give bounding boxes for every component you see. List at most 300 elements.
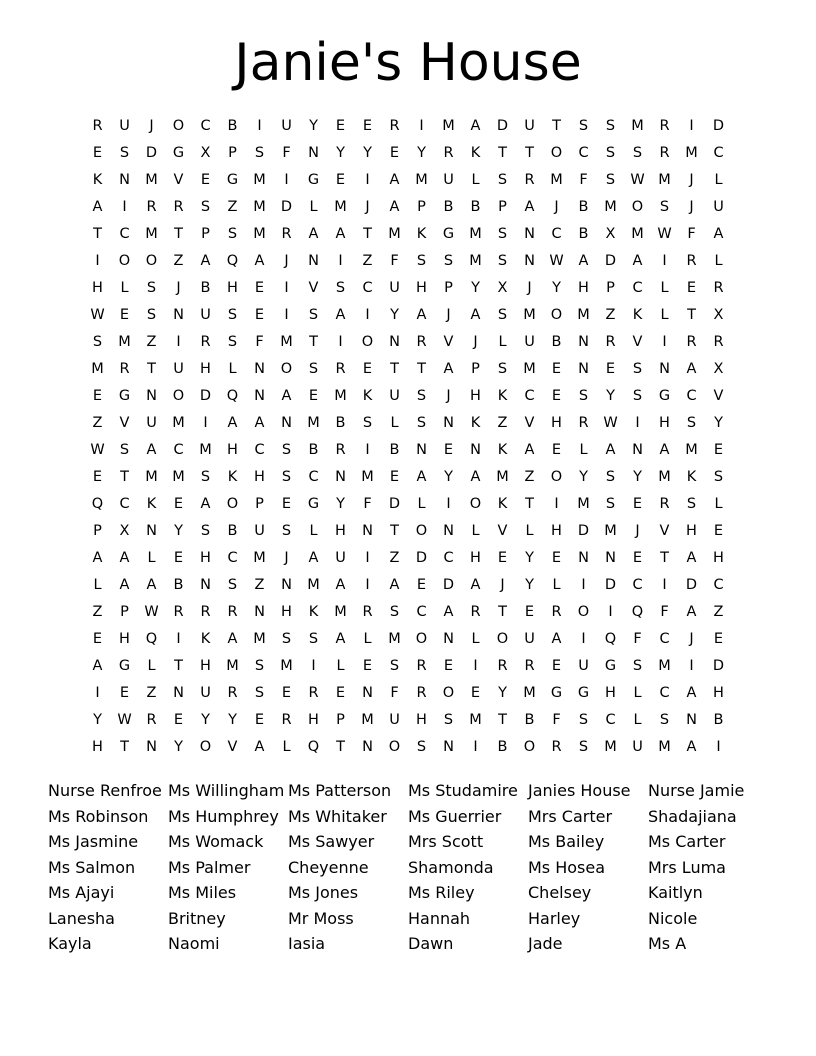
grid-letter: R <box>362 603 373 620</box>
grid-letter: P <box>471 360 480 377</box>
grid-letter: M <box>631 117 644 134</box>
grid-letter: W <box>657 225 672 242</box>
grid-letter: D <box>604 576 617 593</box>
grid-letter: G <box>307 171 320 188</box>
grid-letter: V <box>308 279 319 296</box>
grid-letter: O <box>523 738 536 755</box>
grid-letter: D <box>712 117 725 134</box>
grid-letter: S <box>362 414 373 431</box>
grid-letter: L <box>147 657 156 674</box>
grid-letter: D <box>442 576 455 593</box>
grid-letter: R <box>200 333 211 350</box>
word-list-item: Ms Palmer <box>168 857 251 877</box>
grid-letter: H <box>227 441 238 458</box>
grid-letter: T <box>498 711 507 728</box>
grid-letter: L <box>579 441 588 458</box>
grid-letter: K <box>308 603 319 620</box>
grid-letter: I <box>689 657 694 674</box>
grid-letter: R <box>713 333 724 350</box>
grid-letter: A <box>605 441 616 458</box>
grid-letter: Z <box>227 198 238 215</box>
grid-letter: O <box>442 684 455 701</box>
grid-letter: N <box>443 738 454 755</box>
grid-letter: C <box>686 387 697 404</box>
grid-letter: E <box>713 522 724 539</box>
grid-letter: K <box>416 225 427 242</box>
grid-letter: Y <box>390 306 399 323</box>
grid-letter: H <box>605 684 616 701</box>
grid-letter: V <box>713 387 724 404</box>
grid-letter: D <box>415 549 428 566</box>
grid-letter: B <box>551 333 562 350</box>
grid-letter: A <box>92 198 103 215</box>
grid-letter: A <box>335 630 346 647</box>
grid-letter: H <box>713 684 724 701</box>
grid-letter: Y <box>93 711 102 728</box>
grid-letter: E <box>443 657 454 674</box>
grid-letter: D <box>145 144 158 161</box>
grid-letter: S <box>227 306 238 323</box>
grid-letter: A <box>443 360 454 377</box>
grid-letter: K <box>470 144 481 161</box>
grid-letter: H <box>578 279 589 296</box>
grid-letter: U <box>443 171 454 188</box>
grid-letter: R <box>92 117 103 134</box>
grid-letter: A <box>632 252 643 269</box>
word-list-item: Kayla <box>48 934 92 953</box>
grid-row <box>84 679 732 706</box>
grid-letter: S <box>227 576 238 593</box>
grid-letter: T <box>660 549 669 566</box>
grid-letter: M <box>469 225 482 242</box>
grid-letter: H <box>308 711 319 728</box>
grid-letter: G <box>604 657 617 674</box>
word-list-item: Ms Patterson <box>288 781 392 800</box>
grid-letter: G <box>172 144 185 161</box>
grid-letter: S <box>308 360 319 377</box>
grid-letter: S <box>632 657 643 674</box>
grid-letter: O <box>280 360 293 377</box>
grid-letter: T <box>390 522 399 539</box>
grid-letter: M <box>604 198 617 215</box>
grid-letter: S <box>713 468 724 485</box>
grid-letter: Y <box>336 144 345 161</box>
grid-letter: M <box>604 522 617 539</box>
grid-letter: R <box>551 603 562 620</box>
grid-letter: E <box>389 144 400 161</box>
grid-row <box>84 463 732 490</box>
grid-letter: L <box>552 576 561 593</box>
grid-letter: C <box>443 549 454 566</box>
grid-letter: N <box>389 333 400 350</box>
grid-letter: W <box>144 603 159 620</box>
grid-letter: F <box>282 144 291 161</box>
grid-letter: J <box>284 549 289 566</box>
grid-letter: I <box>338 333 343 350</box>
grid-letter: E <box>443 441 454 458</box>
grid-row <box>84 571 732 598</box>
grid-letter: A <box>254 738 265 755</box>
grid-letter: J <box>689 630 694 647</box>
word-list-item: Mrs Carter <box>528 806 613 826</box>
grid-letter: N <box>173 684 184 701</box>
grid-letter: I <box>446 495 451 512</box>
grid-letter: F <box>687 225 696 242</box>
grid-letter: G <box>442 225 455 242</box>
grid-letter: E <box>254 279 265 296</box>
word-list-item: Ms Guerrier <box>408 806 502 826</box>
grid-letter: Q <box>226 252 239 269</box>
grid-letter: N <box>308 144 319 161</box>
grid-letter: L <box>417 495 426 512</box>
grid-letter: E <box>632 549 643 566</box>
word-list-item: Lanesha <box>48 908 115 928</box>
grid-letter: D <box>685 576 698 593</box>
grid-letter: R <box>686 252 697 269</box>
grid-letter: T <box>498 603 507 620</box>
grid-letter: L <box>633 684 642 701</box>
grid-letter: I <box>365 576 370 593</box>
grid-letter: M <box>253 225 266 242</box>
grid-letter: Y <box>471 279 480 296</box>
grid-letter: E <box>389 468 400 485</box>
grid-letter: U <box>389 711 400 728</box>
grid-letter: N <box>362 522 373 539</box>
grid-letter: J <box>149 117 154 134</box>
grid-row <box>84 382 732 409</box>
grid-letter: O <box>577 603 590 620</box>
grid-letter: C <box>254 441 265 458</box>
grid-letter: B <box>173 576 184 593</box>
grid-letter: U <box>524 630 535 647</box>
grid-letter: B <box>335 414 346 431</box>
grid-letter: E <box>524 603 535 620</box>
grid-letter: Y <box>228 711 237 728</box>
word-list-item: Hannah <box>408 908 471 928</box>
grid-letter: I <box>95 252 100 269</box>
word-list-item: Shamonda <box>408 857 494 877</box>
grid-letter: E <box>200 171 211 188</box>
grid-letter: S <box>146 306 157 323</box>
grid-row <box>84 112 732 139</box>
grid-letter: I <box>95 684 100 701</box>
grid-letter: H <box>470 387 481 404</box>
grid-row <box>84 166 732 193</box>
grid-letter: O <box>496 630 509 647</box>
grid-letter: R <box>119 360 130 377</box>
grid-letter: S <box>605 144 616 161</box>
grid-letter: F <box>552 711 561 728</box>
grid-letter: E <box>551 657 562 674</box>
grid-letter: I <box>662 333 667 350</box>
grid-letter: E <box>92 144 103 161</box>
grid-letter: U <box>524 117 535 134</box>
word-list-item: Dawn <box>408 934 454 953</box>
grid-letter: D <box>604 252 617 269</box>
grid-letter: R <box>200 603 211 620</box>
grid-letter: N <box>578 549 589 566</box>
word-list-item: Cheyenne <box>288 857 369 877</box>
grid-letter: J <box>473 333 478 350</box>
word-list-item: Ms Jones <box>288 883 359 902</box>
grid-letter: I <box>662 252 667 269</box>
grid-letter: P <box>606 279 615 296</box>
grid-letter: Y <box>336 495 345 512</box>
grid-letter: O <box>550 306 563 323</box>
grid-letter: F <box>390 684 399 701</box>
word-list <box>48 778 768 957</box>
grid-letter: T <box>390 360 399 377</box>
word-list-item: Naomi <box>168 934 220 953</box>
grid-letter: J <box>500 576 505 593</box>
grid-letter: E <box>281 684 292 701</box>
grid-letter: A <box>92 657 103 674</box>
grid-row <box>84 625 732 652</box>
grid-letter: O <box>388 738 401 755</box>
grid-letter: S <box>497 306 508 323</box>
grid-letter: B <box>308 441 319 458</box>
grid-letter: D <box>280 198 293 215</box>
grid-letter: E <box>416 576 427 593</box>
grid-letter: J <box>554 198 559 215</box>
grid-letter: L <box>309 198 318 215</box>
grid-letter: U <box>389 279 400 296</box>
grid-letter: N <box>416 441 427 458</box>
word-list-item: Ms Riley <box>408 883 475 902</box>
grid-letter: J <box>446 306 451 323</box>
grid-letter: M <box>658 657 671 674</box>
grid-letter: T <box>363 225 372 242</box>
grid-letter: Z <box>713 603 724 620</box>
grid-letter: E <box>551 549 562 566</box>
grid-letter: H <box>227 279 238 296</box>
grid-letter: R <box>146 198 157 215</box>
grid-letter: R <box>335 441 346 458</box>
grid-letter: K <box>497 387 508 404</box>
word-list-item: Nurse Renfroe <box>48 781 162 800</box>
grid-letter: C <box>632 576 643 593</box>
grid-letter: M <box>280 657 293 674</box>
grid-letter: M <box>685 441 698 458</box>
grid-letter: U <box>200 684 211 701</box>
grid-letter: S <box>335 279 346 296</box>
grid-letter: C <box>200 117 211 134</box>
grid-letter: D <box>712 657 725 674</box>
grid-letter: U <box>200 306 211 323</box>
grid-letter: J <box>284 252 289 269</box>
grid-letter: N <box>578 360 589 377</box>
grid-letter: Z <box>254 576 265 593</box>
grid-letter: P <box>255 495 264 512</box>
grid-letter: M <box>253 171 266 188</box>
grid-letter: A <box>389 171 400 188</box>
grid-letter: P <box>444 279 453 296</box>
grid-letter: R <box>659 495 670 512</box>
grid-letter: F <box>660 603 669 620</box>
grid-letter: A <box>470 468 481 485</box>
grid-letter: A <box>308 225 319 242</box>
grid-letter: T <box>498 144 507 161</box>
word-list-item: Shadajiana <box>648 806 737 826</box>
grid-letter: X <box>713 360 724 377</box>
grid-letter: S <box>686 495 697 512</box>
grid-letter: O <box>550 468 563 485</box>
grid-letter: A <box>713 225 724 242</box>
grid-letter: C <box>713 144 724 161</box>
grid-letter: H <box>416 279 427 296</box>
grid-letter: F <box>633 630 642 647</box>
grid-letter: Y <box>633 468 642 485</box>
grid-letter: L <box>498 333 507 350</box>
grid-letter: Y <box>174 738 183 755</box>
grid-letter: S <box>281 468 292 485</box>
grid-letter: S <box>389 657 400 674</box>
grid-letter: W <box>630 171 645 188</box>
grid-letter: V <box>524 414 535 431</box>
grid-letter: R <box>497 657 508 674</box>
grid-letter: S <box>497 171 508 188</box>
grid-letter: O <box>145 252 158 269</box>
grid-letter: R <box>281 711 292 728</box>
grid-letter: T <box>120 738 129 755</box>
grid-letter: F <box>363 495 372 512</box>
grid-letter: H <box>200 549 211 566</box>
grid-letter: S <box>227 225 238 242</box>
grid-letter: M <box>658 738 671 755</box>
grid-letter: M <box>496 468 509 485</box>
grid-letter: I <box>419 117 424 134</box>
grid-letter: F <box>255 333 264 350</box>
grid-letter: N <box>362 738 373 755</box>
grid-letter: E <box>335 684 346 701</box>
grid-letter: O <box>631 198 644 215</box>
grid-letter: J <box>689 171 694 188</box>
grid-letter: M <box>307 414 320 431</box>
grid-letter: S <box>281 630 292 647</box>
grid-letter: Z <box>362 252 373 269</box>
grid-letter: S <box>119 441 130 458</box>
grid-letter: O <box>415 522 428 539</box>
grid-letter: R <box>551 738 562 755</box>
grid-row <box>84 328 732 355</box>
grid-row <box>84 301 732 328</box>
grid-letter: B <box>578 225 589 242</box>
grid-letter: B <box>578 198 589 215</box>
grid-letter: I <box>365 306 370 323</box>
word-list-item: Mrs Scott <box>408 832 484 851</box>
grid-letter: C <box>605 711 616 728</box>
grid-letter: A <box>200 252 211 269</box>
grid-letter: M <box>442 117 455 134</box>
word-list-item: Ms Sawyer <box>288 832 375 851</box>
grid-letter: K <box>92 171 103 188</box>
grid-letter: E <box>254 306 265 323</box>
grid-letter: L <box>282 738 291 755</box>
grid-letter: E <box>713 630 724 647</box>
grid-letter: N <box>443 630 454 647</box>
grid-letter: E <box>92 468 103 485</box>
grid-letter: V <box>119 414 130 431</box>
word-list-item: Mr Moss <box>288 908 354 928</box>
grid-letter: U <box>254 522 265 539</box>
word-list-item: Janies House <box>528 781 631 800</box>
grid-letter: U <box>173 360 184 377</box>
grid-letter: L <box>228 360 237 377</box>
grid-letter: J <box>635 522 640 539</box>
grid-letter: Y <box>417 144 426 161</box>
word-list-item: Jade <box>528 934 563 953</box>
grid-letter: A <box>470 576 481 593</box>
word-list-item: Ms Jasmine <box>48 832 139 851</box>
grid-letter: T <box>174 657 183 674</box>
grid-letter: N <box>686 711 697 728</box>
grid-letter: L <box>471 171 480 188</box>
grid-letter: S <box>578 738 589 755</box>
grid-letter: T <box>336 738 345 755</box>
grid-letter: O <box>172 387 185 404</box>
grid-letter: C <box>551 225 562 242</box>
grid-letter: C <box>524 387 535 404</box>
grid-row <box>84 598 732 625</box>
grid-letter: I <box>338 252 343 269</box>
grid-letter: V <box>173 171 184 188</box>
grid-letter: J <box>176 279 181 296</box>
grid-letter: G <box>550 684 563 701</box>
grid-letter: A <box>470 306 481 323</box>
grid-letter: I <box>365 549 370 566</box>
grid-letter: R <box>308 684 319 701</box>
grid-letter: R <box>146 711 157 728</box>
grid-letter: L <box>471 522 480 539</box>
grid-letter: A <box>146 441 157 458</box>
page-title: Janie's House <box>234 33 582 93</box>
grid-letter: B <box>524 711 535 728</box>
grid-letter: M <box>631 225 644 242</box>
grid-letter: G <box>226 171 239 188</box>
grid-letter: A <box>200 495 211 512</box>
grid-letter: T <box>417 360 426 377</box>
grid-letter: R <box>173 198 184 215</box>
grid-letter: E <box>551 387 562 404</box>
grid-letter: R <box>443 144 454 161</box>
grid-letter: M <box>577 306 590 323</box>
grid-letter: M <box>523 684 536 701</box>
grid-letter: J <box>446 387 451 404</box>
grid-letter: S <box>281 522 292 539</box>
grid-letter: B <box>443 198 454 215</box>
grid-letter: T <box>525 144 534 161</box>
grid-letter: Z <box>173 252 184 269</box>
grid-letter: L <box>120 279 129 296</box>
grid-letter: M <box>361 711 374 728</box>
grid-letter: M <box>307 576 320 593</box>
grid-letter: A <box>659 441 670 458</box>
grid-letter: M <box>280 333 293 350</box>
grid-letter: A <box>686 684 697 701</box>
grid-letter: S <box>308 306 319 323</box>
grid-letter: U <box>146 414 157 431</box>
grid-letter: Y <box>552 279 561 296</box>
grid-letter: L <box>714 495 723 512</box>
grid-letter: I <box>635 414 640 431</box>
grid-letter: N <box>308 252 319 269</box>
grid-letter: V <box>497 522 508 539</box>
grid-letter: S <box>605 495 616 512</box>
grid-letter: R <box>524 657 535 674</box>
grid-letter: A <box>578 252 589 269</box>
grid-letter: S <box>92 333 103 350</box>
grid-letter: M <box>145 171 158 188</box>
